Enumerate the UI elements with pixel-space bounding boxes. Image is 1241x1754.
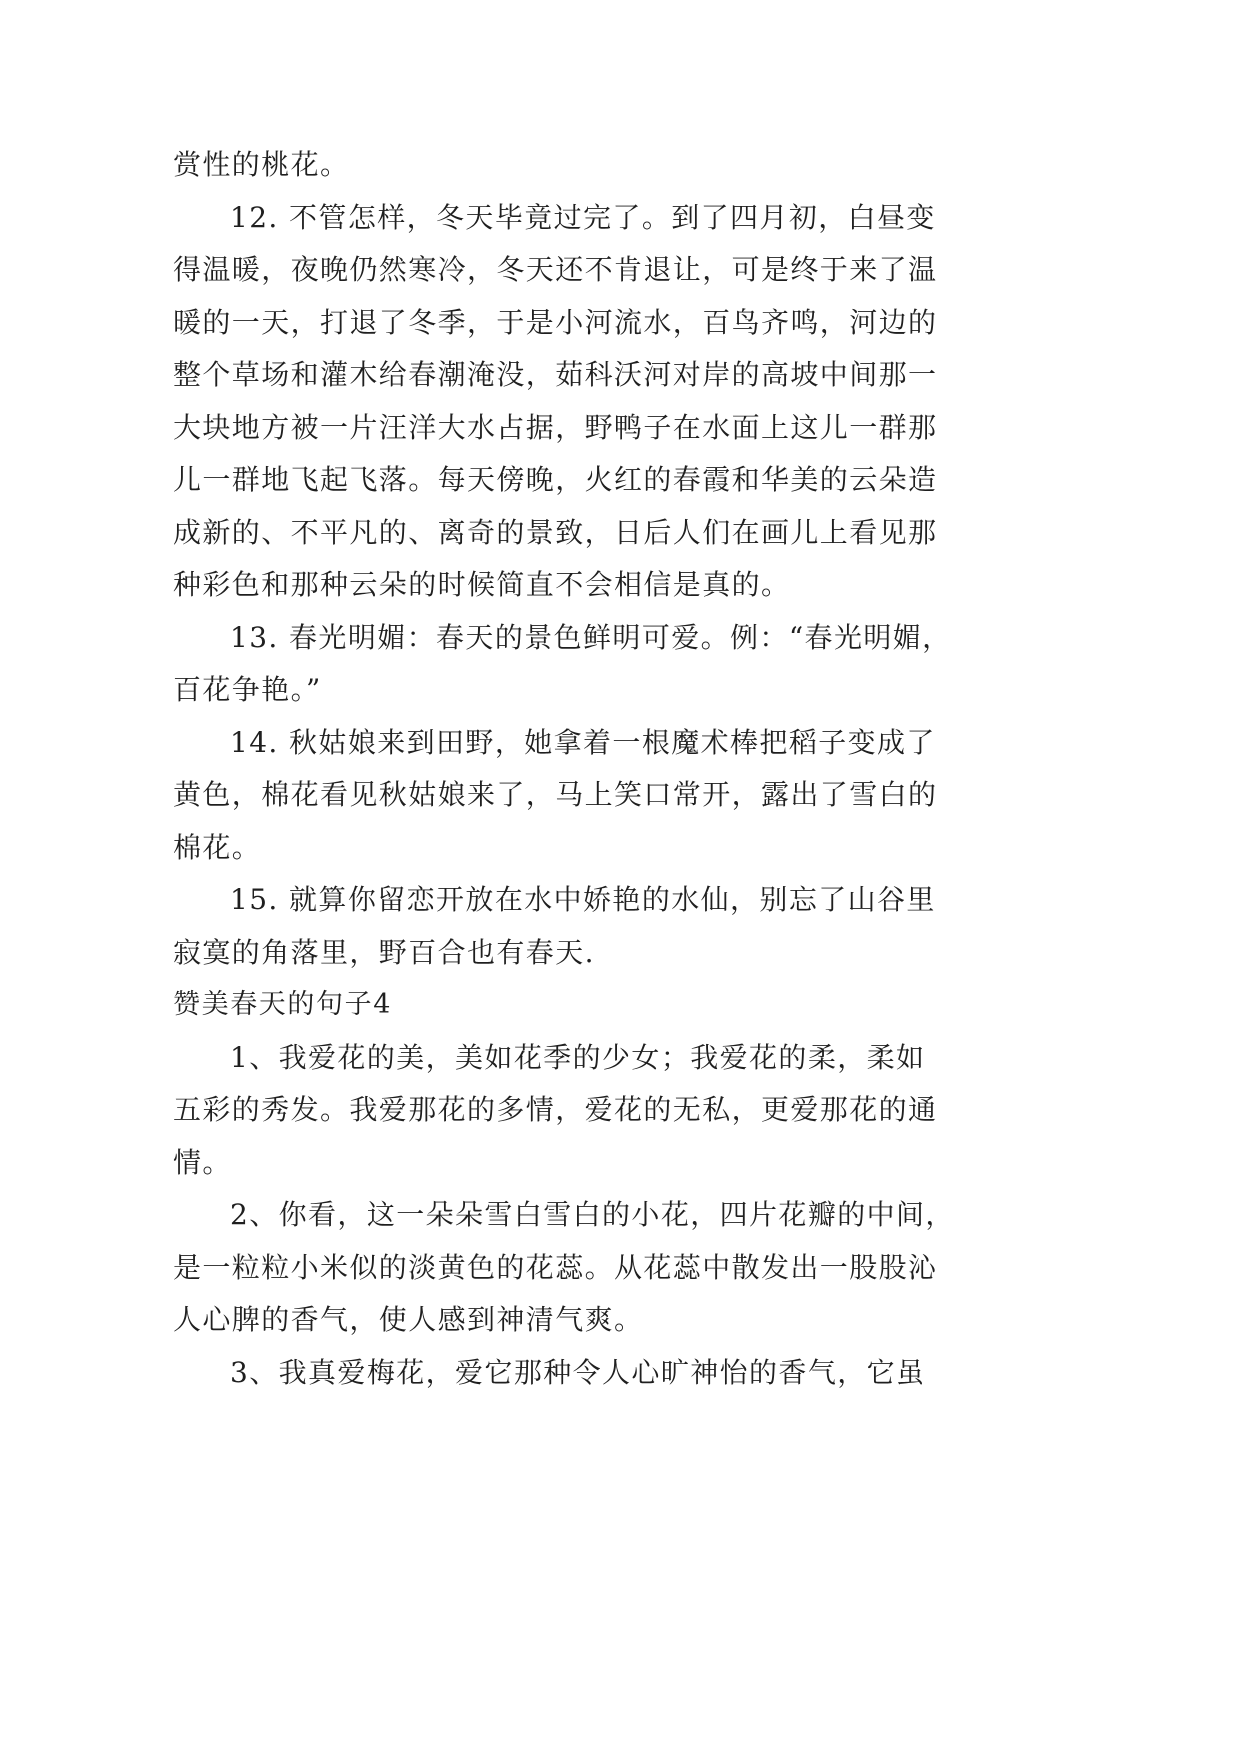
text-line: 黄色，棉花看见秋姑娘来了，马上笑口常开，露出了雪白的 xyxy=(173,778,938,811)
document-body xyxy=(173,139,973,1399)
text-line: 情。 xyxy=(173,1145,232,1179)
text-line: 1、我爱花的美，美如花季的少女；我爱花的柔，柔如 xyxy=(230,1040,926,1074)
paragraph-continuation xyxy=(173,139,973,192)
text-line: 3、我真爱梅花，爱它那种令人心旷神怡的香气，它虽 xyxy=(230,1355,926,1389)
text-line: 暖的一天，打退了冬季，于是小河流水，百鸟齐鸣，河边的 xyxy=(173,305,938,339)
text-line: 14. 秋姑娘来到田野，她拿着一根魔术棒把稻子变成了 xyxy=(230,725,936,759)
text-line: 百花争艳。” xyxy=(173,673,322,706)
paragraph-item-14 xyxy=(173,717,973,875)
text-line: 12. 不管怎样，冬天毕竟过完了。到了四月初，白昼变 xyxy=(230,200,936,234)
paragraph-item-13 xyxy=(173,612,973,717)
text-line: 棉花。 xyxy=(173,830,262,864)
text-line: 寂寞的角落里，野百合也有春天. xyxy=(173,935,595,969)
text-line: 整个草场和灌木给春潮淹没，茹科沃河对岸的高坡中间那一 xyxy=(173,358,938,391)
text-line: 人心脾的香气，使人感到神清气爽。 xyxy=(173,1303,644,1336)
text-line: 儿一群地飞起飞落。每天傍晚，火红的春霞和华美的云朵造 xyxy=(173,463,938,496)
text-line: 成新的、不平凡的、离奇的景致，日后人们在画儿上看见那 xyxy=(173,515,938,549)
text-line: 大块地方被一片汪洋大水占据，野鸭子在水面上这儿一群那 xyxy=(173,410,938,444)
paragraph-item-12 xyxy=(173,192,973,612)
paragraph-item-3 xyxy=(173,1347,973,1400)
text-line: 13. 春光明媚：春天的景色鲜明可爱。例：“春光明媚， xyxy=(230,620,952,654)
text-line: 是一粒粒小米似的淡黄色的花蕊。从花蕊中散发出一股股沁 xyxy=(173,1250,938,1284)
text-line: 五彩的秀发。我爱那花的多情，爱花的无私，更爱那花的通 xyxy=(173,1093,938,1126)
section-heading: 赞美春天的句子4 xyxy=(173,989,392,1020)
text-line: 赏性的桃花。 xyxy=(173,148,350,181)
paragraph-item-2 xyxy=(173,1189,973,1347)
text-line: 2、你看，这一朵朵雪白雪白的小花，四片花瓣的中间， xyxy=(230,1198,955,1231)
text-line: 15. 就算你留恋开放在水中娇艳的水仙，别忘了山谷里 xyxy=(230,883,936,916)
text-line: 种彩色和那种云朵的时候简直不会相信是真的。 xyxy=(173,568,791,601)
paragraph-item-1 xyxy=(173,1032,973,1190)
text-line: 得温暖，夜晚仍然寒冷，冬天还不肯退让，可是终于来了温 xyxy=(173,253,938,286)
section-heading-block xyxy=(173,979,973,1032)
paragraph-item-15 xyxy=(173,874,973,979)
